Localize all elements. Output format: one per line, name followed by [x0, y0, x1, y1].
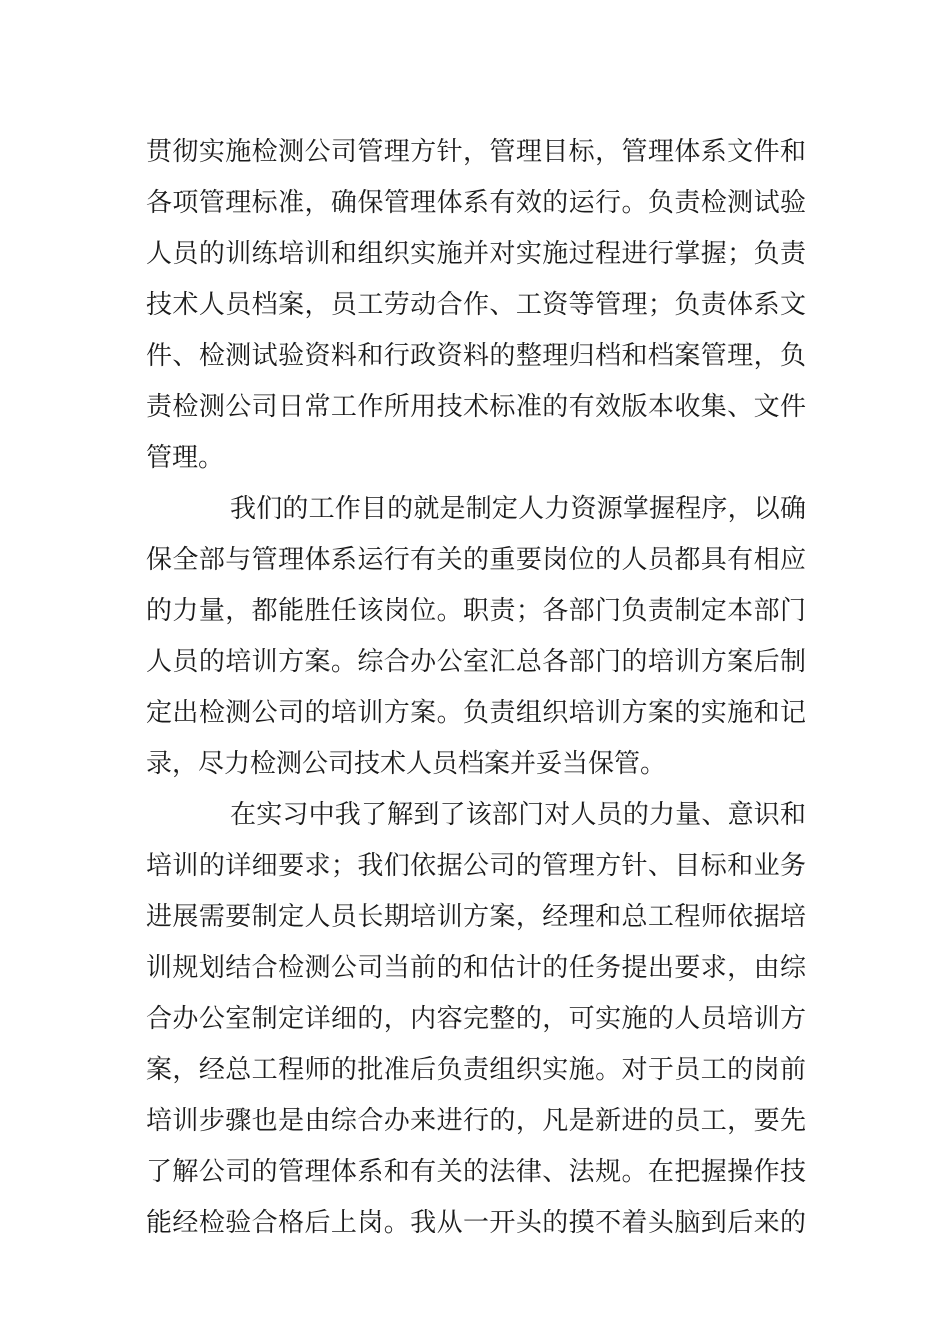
text-line: 了解公司的管理体系和有关的法律、法规。在把握操作技: [146, 1157, 806, 1187]
text-line: 培训步骤也是由综合办来进行的，凡是新进的员工，要先: [146, 1106, 806, 1136]
text-line: 录，尽力检测公司技术人员档案并妥当保管。: [146, 749, 667, 779]
text-line: 责检测公司日常工作所用技术标准的有效版本收集、文件: [146, 392, 806, 422]
text-line: 保全部与管理体系运行有关的重要岗位的人员都具有相应: [146, 545, 806, 575]
text-line: 定出检测公司的培训方案。负责组织培训方案的实施和记: [146, 698, 806, 728]
text-line: 能经检验合格后上岗。我从一开头的摸不着头脑到后来的: [146, 1208, 806, 1238]
text-line: 我们的工作目的就是制定人力资源掌握程序，以确: [230, 494, 806, 524]
text-line: 件、检测试验资料和行政资料的整理归档和档案管理，负: [146, 341, 806, 371]
text-line: 贯彻实施检测公司管理方针，管理目标，管理体系文件和: [146, 137, 806, 167]
text-line: 各项管理标准，确保管理体系有效的运行。负责检测试验: [146, 188, 806, 218]
text-line: 进展需要制定人员长期培训方案，经理和总工程师依据培: [146, 902, 806, 932]
text-line: 案，经总工程师的批准后负责组织实施。对于员工的岗前: [146, 1055, 806, 1085]
text-line: 人员的培训方案。综合办公室汇总各部门的培训方案后制: [146, 647, 806, 677]
body-text: [146, 127, 806, 1249]
text-line: 合办公室制定详细的，内容完整的，可实施的人员培训方: [146, 1004, 806, 1034]
text-line: 训规划结合检测公司当前的和估计的任务提出要求，由综: [146, 953, 806, 983]
text-line: 培训的详细要求；我们依据公司的管理方针、目标和业务: [146, 851, 806, 881]
paragraph-1: [146, 127, 806, 484]
paragraph-3: [146, 790, 806, 1249]
paragraph-2: [146, 484, 806, 790]
text-line: 在实习中我了解到了该部门对人员的力量、意识和: [230, 800, 806, 830]
text-line: 技术人员档案，员工劳动合作、工资等管理；负责体系文: [146, 290, 806, 320]
text-line: 人员的训练培训和组织实施并对实施过程进行掌握；负责: [146, 239, 806, 269]
text-line: 管理。: [146, 443, 225, 473]
text-line: 的力量，都能胜任该岗位。职责；各部门负责制定本部门: [146, 596, 806, 626]
